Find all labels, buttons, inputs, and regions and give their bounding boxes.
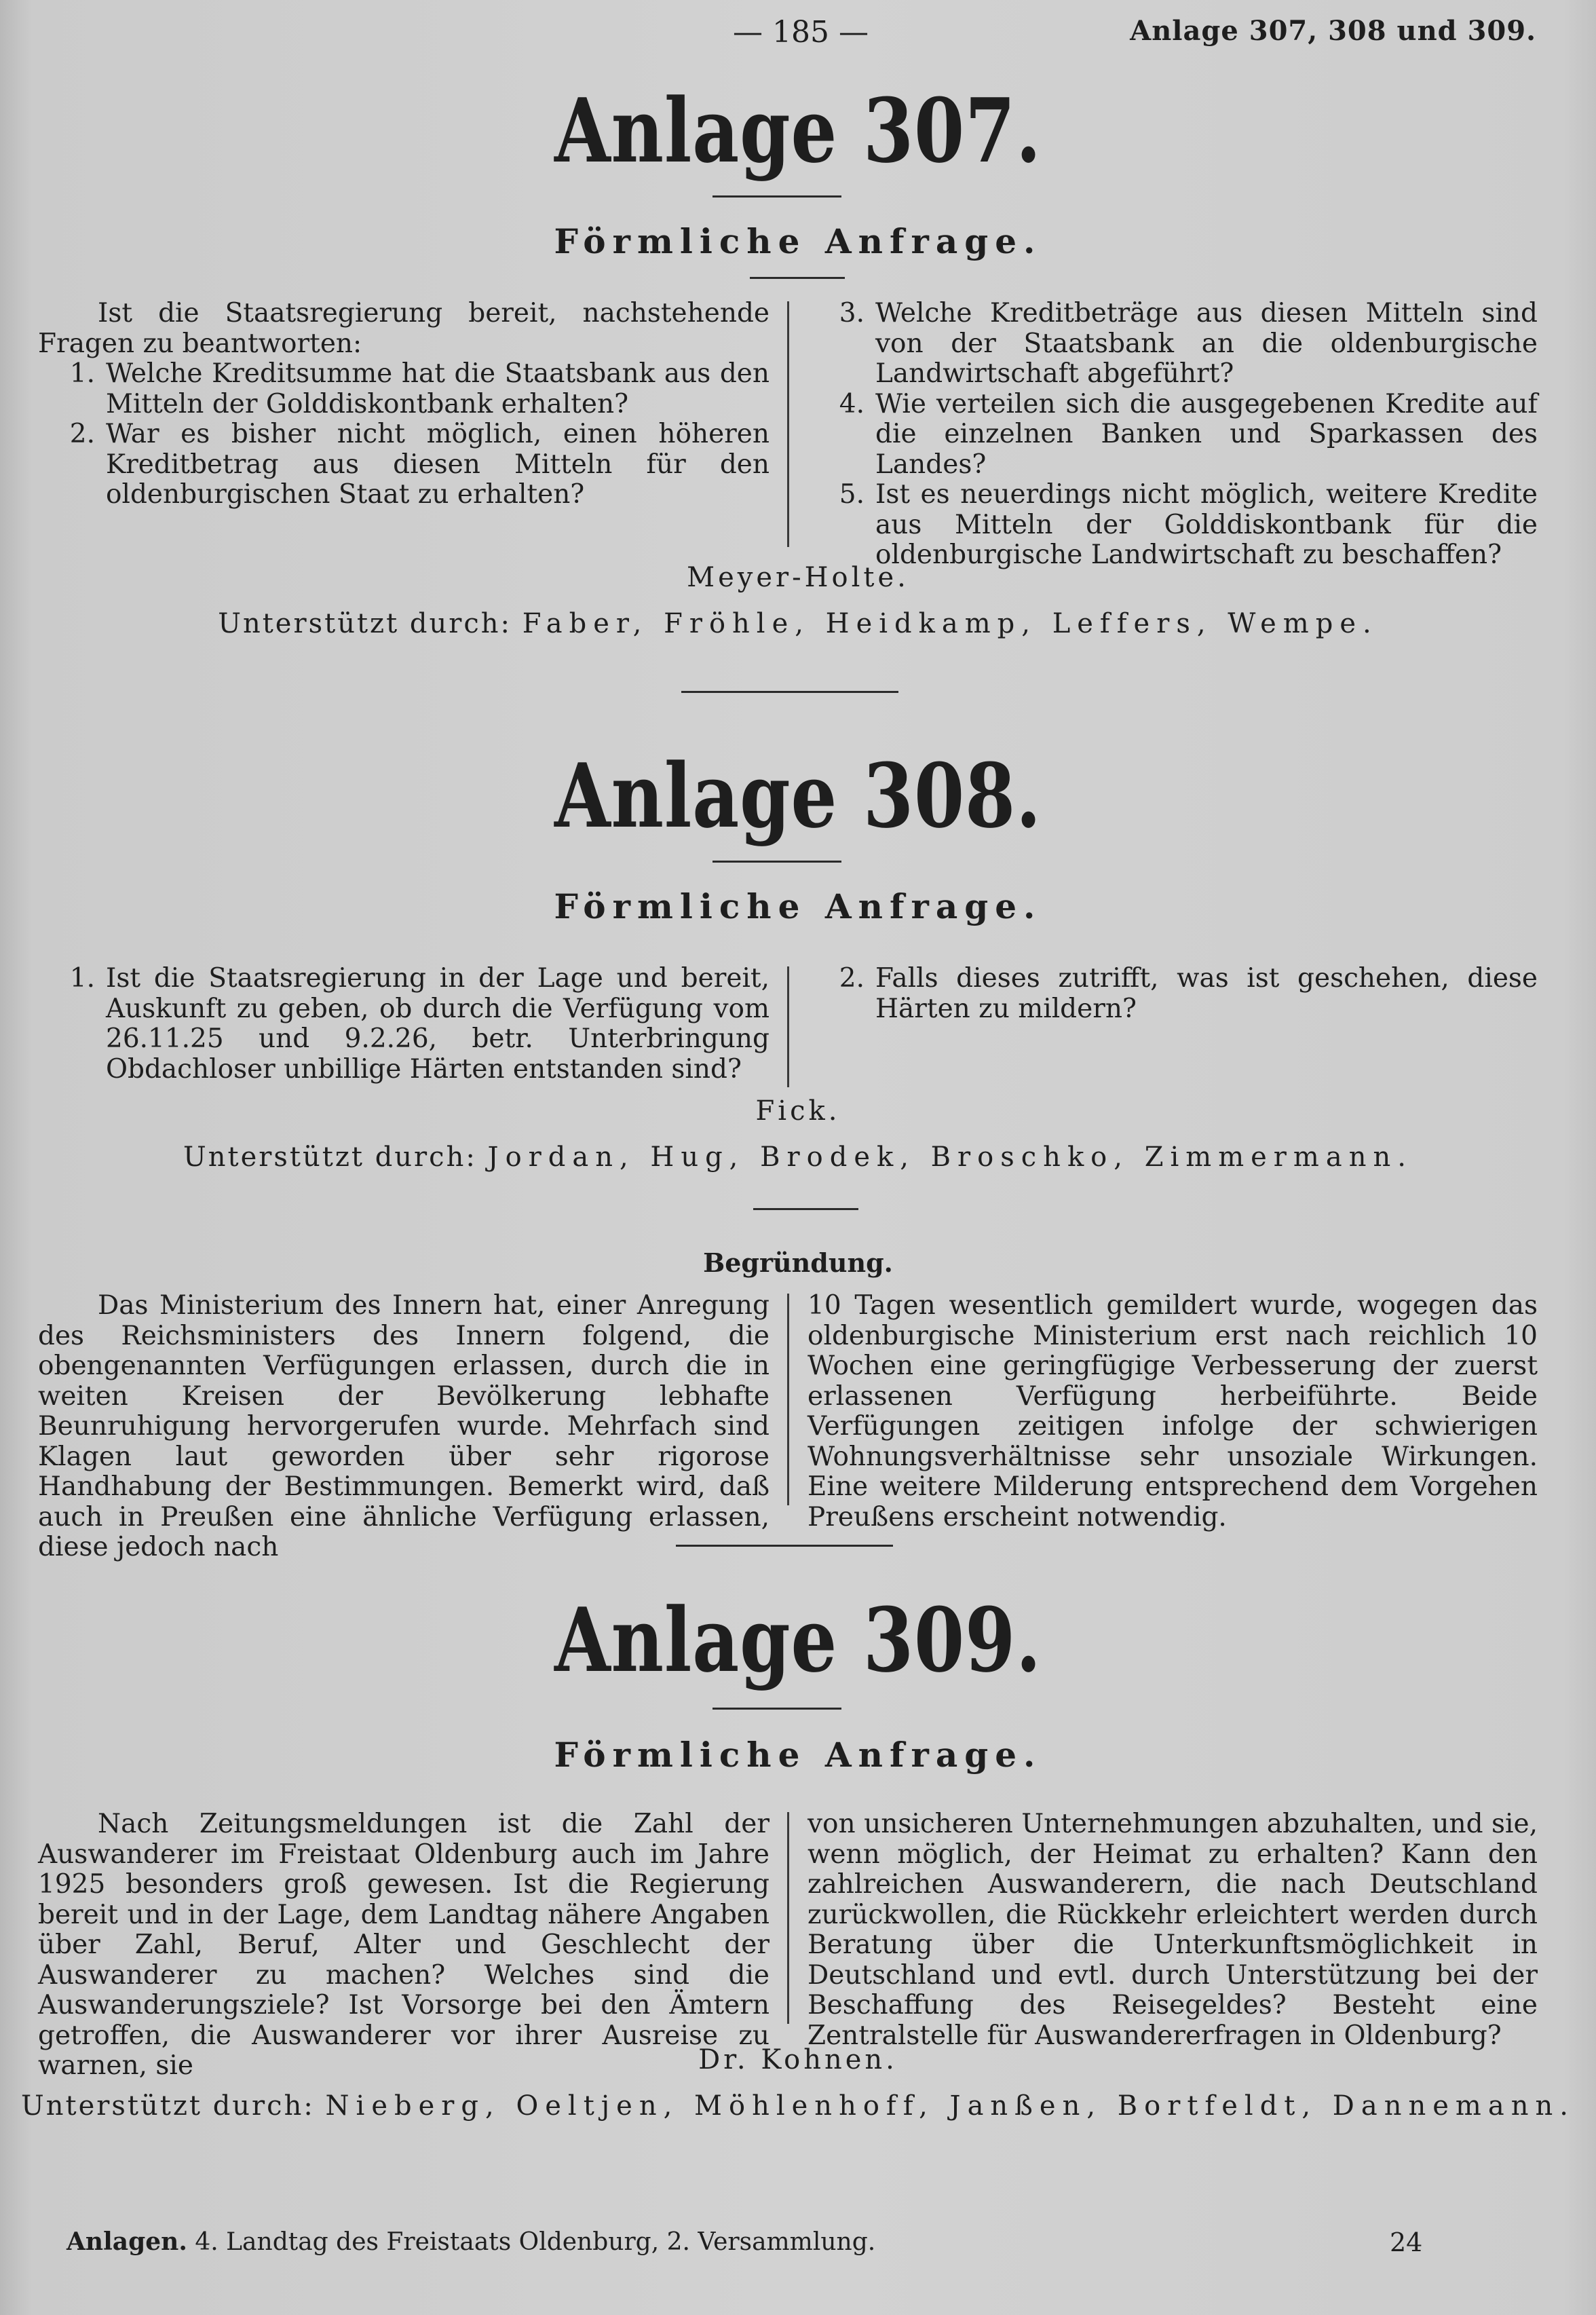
column-divider: [787, 966, 789, 1087]
support-label: Unterstützt durch:: [21, 2090, 315, 2122]
anlage-309-left-column: [38, 1809, 770, 2082]
begruendung-right-column: [808, 1291, 1538, 1532]
title-rule: [712, 861, 841, 863]
question-text: Welche Kreditsumme hat die Staatsbank aus den Mitteln der Golddiskontbank erhalten?: [106, 358, 770, 419]
anlage-309-right-column: [808, 1809, 1538, 2051]
subtitle-rule: [750, 277, 845, 279]
question-text: War es bisher nicht möglich, einen höheren Kreditbetrag aus diesen Mitteln für den oldenburgischen Staat zu erhalten?: [106, 419, 770, 510]
question-number: 2.: [839, 963, 864, 994]
begruendung-left-text: Das Ministerium des Innern hat, einer Anregung des Reichsministers des Innern folgend, die obengenannten Verfügungen erlassen, durch die in weiten Kreisen der Bevölkerung lebhafte Beunruhigung hervorgerufen wurde. Mehrfach sind Klagen laut geworden über sehr rigorose Handhabung der Bestimmungen. Bemerkt wird, daß auch in Preußen eine ähnliche Verfügung erlassen, diese jedoch nach: [38, 1290, 770, 1562]
title-rule: [712, 195, 841, 197]
footer-text: 4. Landtag des Freistaats Oldenburg, 2. Versammlung.: [195, 2228, 876, 2256]
anlage-309-title: Anlage 309.: [554, 1588, 1042, 1692]
anlage-309-left-text: Nach Zeitungsmeldungen ist die Zahl der Auswanderer im Freistaat Oldenburg auch im Jahre 1925 besonders groß gewesen. Ist die Regierung bereit und in der Lage, dem Landtag nähere Angaben über Zahl, Beruf, Alter und Geschlecht der Auswanderer zu machen? Welches sind die Auswanderungsziele? Ist Vorsorge bei den Ämtern getroffen, die Auswanderer vor ihrer Ausreise zu warnen, sie: [38, 1809, 770, 2081]
question-item: [38, 359, 770, 419]
question-item: [808, 299, 1538, 390]
column-divider: [787, 1812, 789, 2024]
question-item: [808, 964, 1538, 1024]
anlage-307-intro: Ist die Staatsregierung bereit, nachstehende Fragen zu beantworten:: [38, 298, 770, 359]
anlage-308-subtitle: Förmliche Anfrage.: [554, 886, 1042, 926]
anlage-309-support: [0, 2089, 1596, 2123]
supporters: Jordan, Hug, Brodek, Broschko, Zimmermann.: [487, 1142, 1413, 1173]
question-item: [38, 419, 770, 510]
question-text: Ist die Staatsregierung in der Lage und bereit, Auskunft zu geben, ob durch die Verfügung vom 26.11.25 und 9.2.26, betr. Unterbringung Obdachloser unbillige Härten entstanden sind?: [106, 963, 770, 1085]
anlage-308-right-column: [808, 964, 1538, 1024]
question-text: Falls dieses zutrifft, was ist geschehen, diese Härten zu mildern?: [875, 963, 1538, 1024]
supporters: Faber, Fröhle, Heidkamp, Leffers, Wempe.: [522, 608, 1378, 639]
question-item: [808, 480, 1538, 571]
anlage-307-title: Anlage 307.: [554, 79, 1042, 183]
title-rule: [712, 1708, 841, 1710]
anlage-308-title: Anlage 308.: [554, 744, 1042, 848]
support-label: Unterstützt durch:: [183, 1142, 477, 1173]
column-divider: [787, 1294, 789, 1505]
anlage-307-signature: Meyer-Holte.: [687, 562, 909, 593]
begruendung-title: Begründung.: [703, 1247, 893, 1278]
section-separator: [676, 1545, 893, 1547]
anlage-308-support: [0, 1140, 1596, 1174]
question-number: 4.: [839, 388, 864, 419]
question-number: 1.: [69, 963, 95, 994]
section-separator: [681, 691, 898, 693]
question-number: 1.: [69, 358, 95, 389]
question-text: Wie verteilen sich die ausgegebenen Kredite auf die einzelnen Banken und Sparkassen des Landes?: [875, 388, 1538, 480]
question-number: 2.: [69, 419, 95, 449]
sheet-number: 24: [1390, 2227, 1423, 2257]
section-rule: [753, 1208, 858, 1210]
begruendung-left-column: [38, 1291, 770, 1563]
support-label: Unterstützt durch:: [218, 608, 512, 639]
anlage-307-left-column: [38, 299, 770, 510]
anlage-307-support: [0, 607, 1596, 641]
question-text: Ist es neuerdings nicht möglich, weitere Kredite aus Mitteln der Golddiskontbank für die oldenburgische Landwirtschaft zu beschaffen?: [875, 479, 1538, 570]
anlage-309-subtitle: Förmliche Anfrage.: [554, 1735, 1042, 1775]
question-number: 3.: [839, 298, 864, 328]
footer-label: Anlagen.: [66, 2227, 187, 2256]
question-number: 5.: [839, 479, 864, 510]
question-item: [38, 964, 770, 1085]
anlage-309-signature: Dr. Kohnen.: [698, 2044, 898, 2075]
footer-line: [66, 2227, 875, 2256]
column-divider: [787, 301, 789, 547]
page-number: — 185 —: [733, 15, 869, 50]
anlage-308-signature: Fick.: [755, 1095, 841, 1127]
anlage-307-subtitle: Förmliche Anfrage.: [554, 221, 1042, 261]
begruendung-right-text: 10 Tagen wesentlich gemildert wurde, wogegen das oldenburgische Ministerium erst nach reichlich 10 Wochen eine geringfügige Verbesserung der zuerst erlassenen Verfügung herbeiführte. Beide Verfügungen zeitigen infolge der schwierigen Wohnungsverhältnisse sehr unsoziale Wirkungen. Eine weitere Milderung entsprechend dem Vorgehen Preußens erscheint notwendig.: [808, 1290, 1538, 1532]
running-title: Anlage 307, 308 und 309.: [1130, 15, 1536, 47]
anlage-309-right-text: von unsicheren Unternehmungen abzuhalten, und sie, wenn möglich, der Heimat zu erhalten? Kann den zahlreichen Auswanderern, die nach Deutschland zurückwollen, die Rückkehr erleichtert werden durch Beratung über die Unterkunftsmöglichkeit in Deutschland und evtl. durch Unterstützung bei der Beschaffung des Reisegeldes? Besteht eine Zentralstelle für Auswandererfragen in Oldenburg?: [808, 1809, 1538, 2051]
anlage-307-right-column: [808, 299, 1538, 571]
anlage-308-left-column: [38, 964, 770, 1085]
question-item: [808, 390, 1538, 481]
question-text: Welche Kreditbeträge aus diesen Mitteln sind von der Staatsbank an die oldenburgische Landwirtschaft abgeführt?: [875, 298, 1538, 389]
supporters: Nieberg, Oeltjen, Möhlenhoff, Janßen, Bortfeldt, Dannemann.: [325, 2090, 1575, 2122]
